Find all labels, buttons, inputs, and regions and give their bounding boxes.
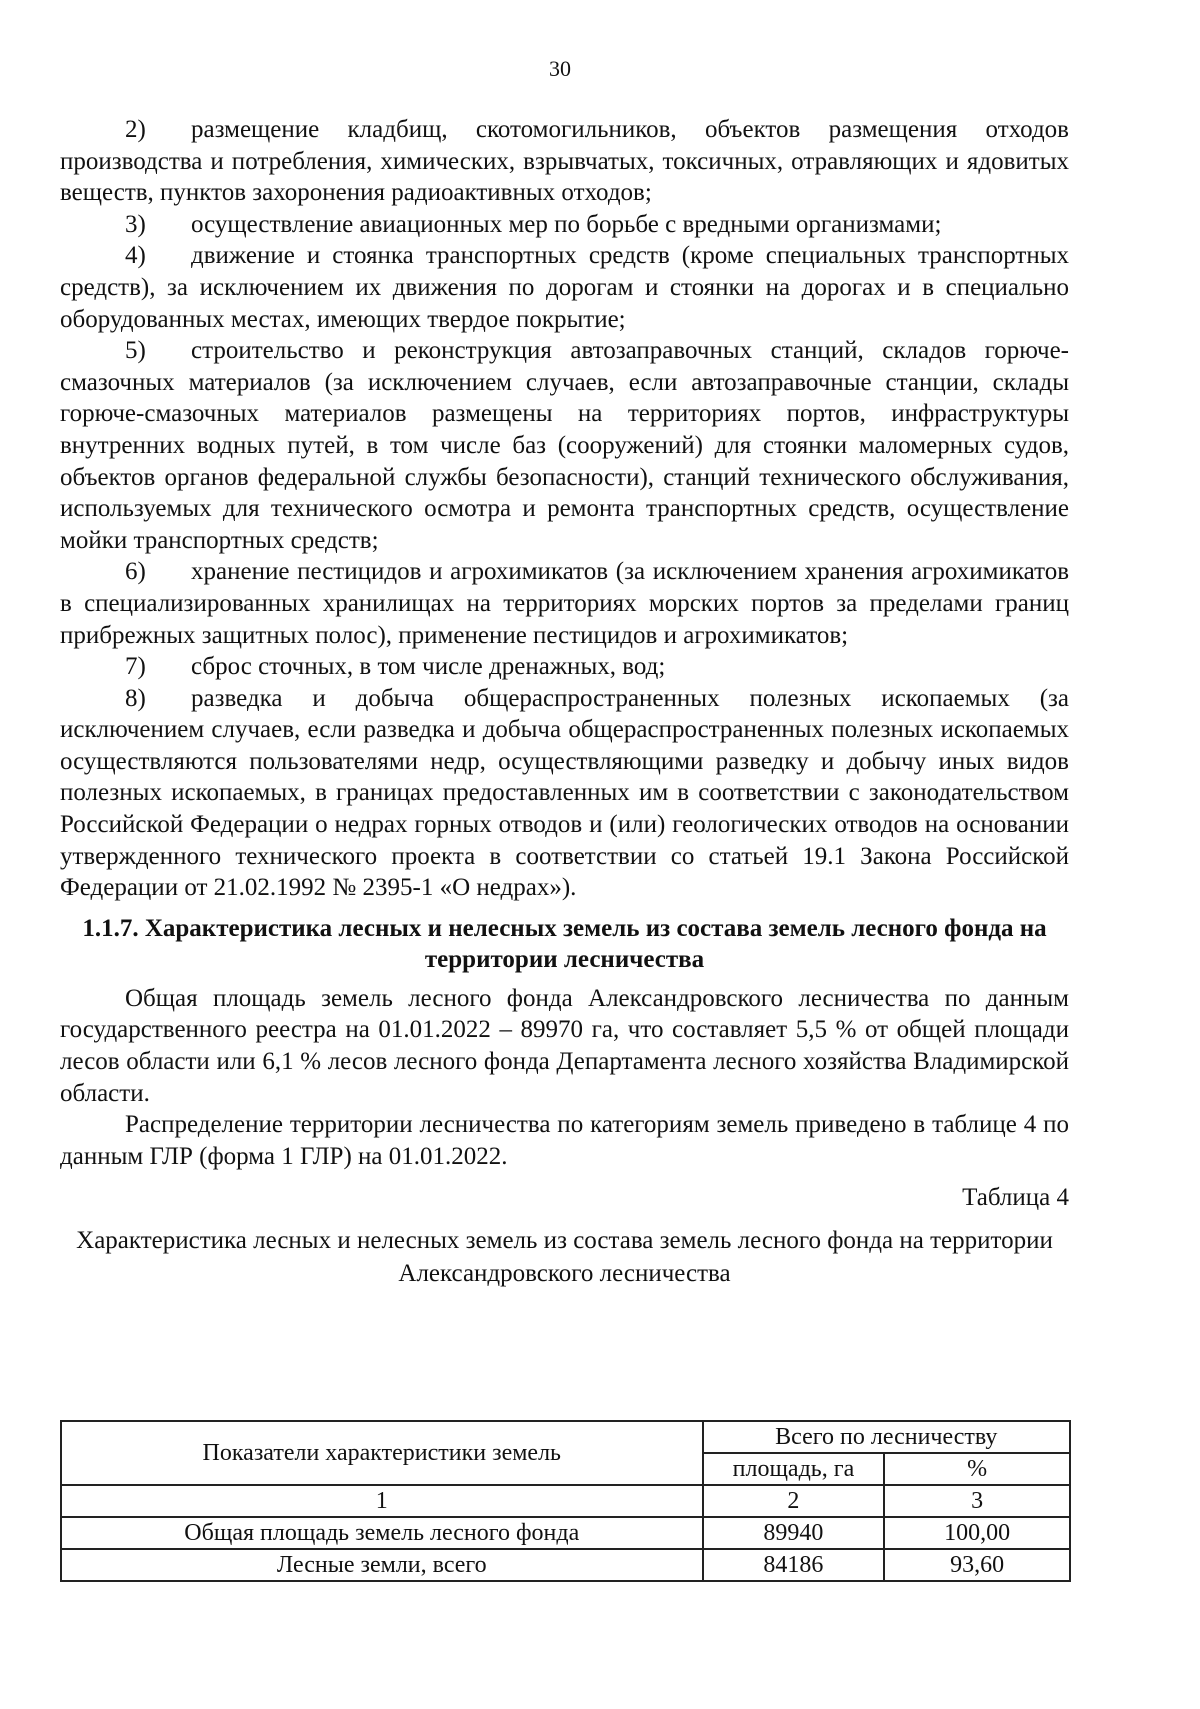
list-item (60, 556, 1069, 651)
column-number: 1 (61, 1485, 703, 1517)
list-item-number: 3) (125, 210, 146, 238)
table-number: Таблица 4 (962, 1184, 1069, 1212)
page-number: 30 (549, 56, 571, 81)
paragraph-distribution: Распределение территории лесничества по категориям земель приведено в таблице 4 по данным ГЛР (форма 1 ГЛР) на 01.01.2022. (60, 1111, 1069, 1170)
list-item-number: 5) (125, 337, 146, 365)
table-column-numbers-row (61, 1485, 1070, 1517)
land-characteristics-table (60, 1420, 1071, 1582)
column-number: 2 (703, 1485, 885, 1517)
list-item-text: строительство и реконструкция автозаправочных станций, складов горюче-смазочных материалов (за исключением случаев, если автозаправочные станции, склады горюче-смазочных материалов размещены на территориях портов, инфраструктуры внутренних водных путей, в том числе баз (сооружений) для стоянки маломерных судов, объектов органов федеральной службы безопасности), станций технического обслуживания, используемых для технического осмотра и ремонта транспортных средств, осуществление мойки транспортных средств; (60, 337, 1069, 554)
list-item-text: разведка и добыча общераспространенных полезных ископаемых (за исключением случаев, если разведка и добыча общераспространенных полезных ископаемых осуществляются пользователями недр, осуществляющими разведку и добычу иных видов полезных ископаемых, в границах предоставленных им в соответствии с законодательством Российской Федерации о недрах горных отводов и (или) геологических отводов на основании утвержденного технического проекта в соответствии со статьей 19.1 Закона Российской Федерации от 21.02.1992 № 2395-1 «О недрах»). (60, 684, 1069, 902)
row-percent: 93,60 (884, 1549, 1070, 1581)
list-item-text: сброс сточных, в том числе дренажных, вод; (191, 653, 666, 681)
list-item (60, 114, 1069, 209)
list-item-number: 6) (125, 558, 146, 586)
table-caption: Характеристика лесных и нелесных земель из состава земель лесного фонда на территории Александровского лесничества (76, 1227, 1053, 1287)
list-item-number: 4) (125, 242, 146, 270)
header-percent: % (884, 1453, 1070, 1485)
header-area: площадь, га (703, 1453, 885, 1485)
row-area: 84186 (703, 1549, 885, 1581)
header-indicator: Показатели характеристики земель (61, 1421, 703, 1485)
list-item-text: осуществление авиационных мер по борьбе с вредными организмами; (191, 210, 942, 238)
row-indicator: Общая площадь земель лесного фонда (61, 1517, 703, 1549)
row-percent: 100,00 (884, 1517, 1070, 1549)
paragraph-total-area: Общая площадь земель лесного фонда Александровского лесничества по данным государственного реестра на 01.01.2022 – 89970 га, что составляет 5,5 % от общей площади лесов области или 6,1 % лесов лесного фонда Департамента лесного хозяйства Владимирской области. (60, 984, 1069, 1107)
list-item-number: 8) (125, 684, 146, 712)
document-body (60, 114, 1069, 1290)
row-area: 89940 (703, 1517, 885, 1549)
table-row (61, 1517, 1070, 1549)
list-item (60, 209, 1069, 241)
list-item (60, 683, 1069, 904)
list-item-text: хранение пестицидов и агрохимикатов (за исключением хранения агрохимикатов в специализированных хранилищах на территориях морских портов за пределами границ прибрежных защитных полос), применение пестицидов и агрохимикатов; (60, 558, 1069, 649)
row-indicator: Лесные земли, всего (61, 1549, 703, 1581)
section-heading: 1.1.7. Характеристика лесных и нелесных земель из состава земель лесного фонда на территории лесничества (82, 914, 1047, 973)
header-total: Всего по лесничеству (703, 1421, 1070, 1453)
list-item-text: движение и стоянка транспортных средств (кроме специальных транспортных средств), за исключением их движения по дорогам и стоянки на дорогах и в специально оборудованных местах, имеющих твердое покрытие; (60, 242, 1069, 333)
list-item (60, 335, 1069, 556)
list-item-text: размещение кладбищ, скотомогильников, объектов размещения отходов производства и потребления, химических, взрывчатых, токсичных, отравляющих и ядовитых веществ, пунктов захоронения радиоактивных отходов; (60, 116, 1069, 207)
list-item-number: 2) (125, 116, 146, 143)
list-item-number: 7) (125, 653, 146, 681)
list-item (60, 240, 1069, 335)
table-header-row (61, 1421, 1070, 1453)
table-row (61, 1549, 1070, 1581)
column-number: 3 (884, 1485, 1070, 1517)
list-item (60, 651, 1069, 683)
